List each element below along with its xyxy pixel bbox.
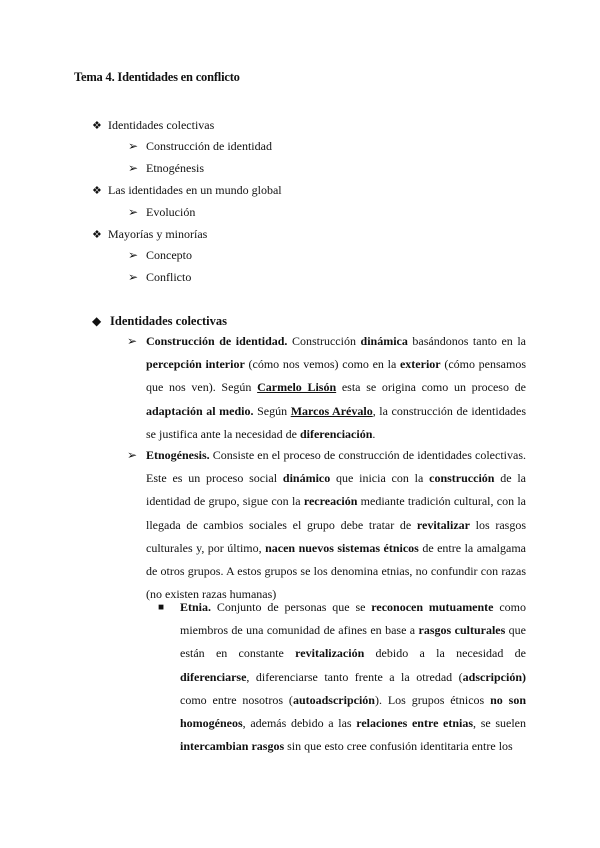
outline-item: ❖ Mayorías y minorías [92, 227, 208, 241]
arrow-bullet-icon: ➢ [127, 448, 138, 462]
outline-subitem: ➢ Construcción de identidad [128, 139, 272, 153]
section-heading: ◆ Identidades colectivas [92, 314, 228, 328]
outline-item: ❖ Las identidades en un mundo global [92, 183, 282, 197]
filled-diamond-icon: ◆ [92, 314, 102, 328]
arrow-bullet-icon: ➢ [128, 161, 139, 175]
arrow-bullet-icon: ➢ [127, 334, 138, 348]
arrow-bullet-icon: ➢ [128, 205, 139, 219]
outline-subitem: ➢ Concepto [128, 248, 192, 262]
diamond-bullet-icon: ❖ [92, 185, 102, 197]
diamond-bullet-icon: ❖ [92, 120, 102, 132]
page-title: Tema 4. Identidades en conflicto [74, 70, 240, 84]
outline-subitem: ➢ Evolución [128, 205, 196, 219]
arrow-bullet-icon: ➢ [128, 139, 139, 153]
outline-item: ❖ Identidades colectivas [92, 118, 215, 132]
paragraph-construccion: ➢ Construcción de identidad. Construcción dinámica basándonos tanto en la percepción interior (cómo nos vemos) como en la exterior (cómo pensamos que nos ven). Según Carmelo Lisón esta se origina como un proceso de adaptación al medio. Según Marcos Arévalo, la construcción de identidades se justifica ante la necesidad de diferenciación. [146, 330, 526, 446]
diamond-bullet-icon: ❖ [92, 229, 102, 241]
paragraph-etnia: ■ Etnia. Conjunto de personas que se reconocen mutuamente como miembros de una comunidad de afines en base a rasgos culturales que están en constante revitalización debido a la necesidad de diferenciarse, diferenciarse tanto frente a la otredad (adscripción) como entre nosotros (autoadscripción). Los grupos étnicos no son homogéneos, además debido a las relaciones entre etnias, se suelen intercambian rasgos sin que esto cree confusión identitaria entre los [180, 596, 526, 758]
square-bullet-icon: ■ [158, 602, 165, 613]
outline-subitem: ➢ Conflicto [128, 270, 192, 284]
author-name: Marcos Arévalo [290, 403, 373, 418]
paragraph-etnogenesis: ➢ Etnogénesis. Consiste en el proceso de construcción de identidades colectivas. Este es un proceso social dinámico que inicia con la construcción de la identidad de grupo, sigue con la recreación mediante tradición cultural, con la llegada de cambios sociales el grupo debe tratar de revitalizar los rasgos culturales y, por último, nacen nuevos sistemas étnicos de entre la amalgama de otros grupos. A estos grupos se los denomina etnias, no confundir con razas (no existen razas humanas) [146, 444, 526, 606]
arrow-bullet-icon: ➢ [128, 248, 139, 262]
arrow-bullet-icon: ➢ [128, 270, 139, 284]
author-name: Carmelo Lisón [257, 380, 337, 395]
outline-subitem: ➢ Etnogénesis [128, 161, 204, 175]
